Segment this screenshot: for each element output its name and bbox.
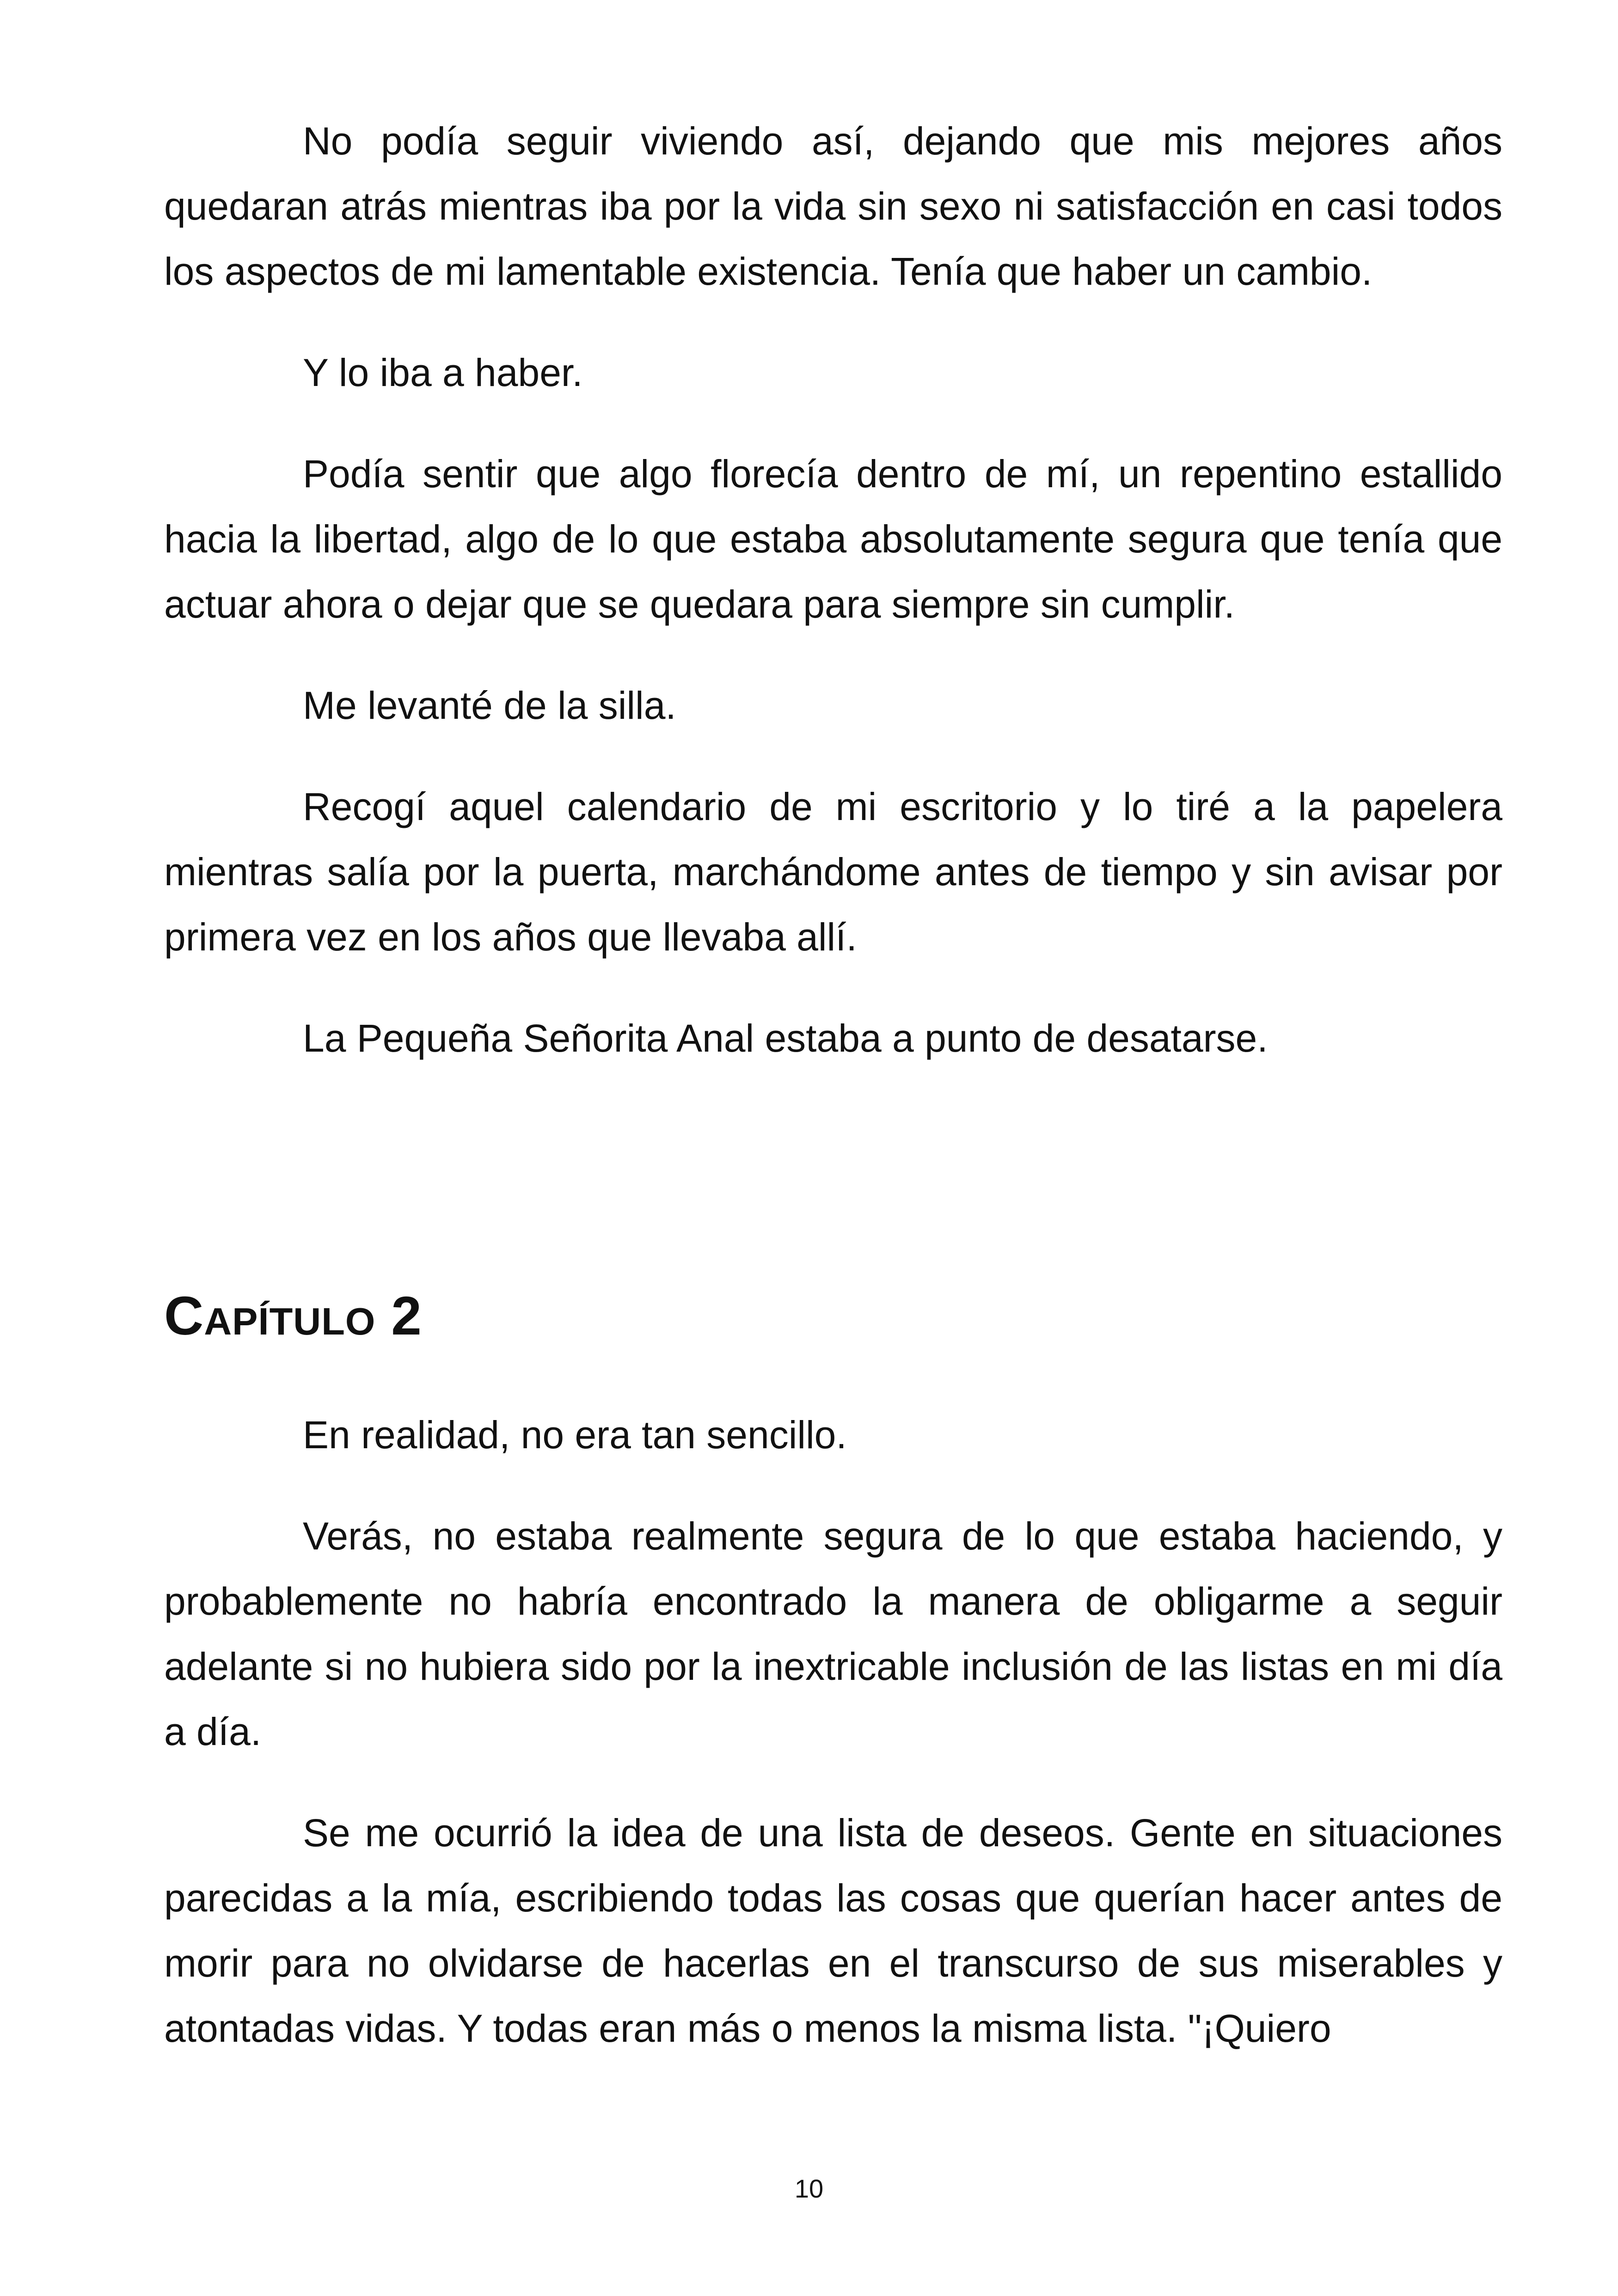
page-body <box>164 109 1502 2097</box>
paragraph: Podía sentir que algo florecía dentro de mí, un repentino estallido hacia la libertad, algo de lo que estaba absolutamente segura que tenía que actuar ahora o dejar que se quedara para siempre sin cumplir. <box>164 452 1502 626</box>
paragraph: Se me ocurrió la idea de una lista de deseos. Gente en situaciones parecidas a la mía, escribiendo todas las cosas que querían hacer antes de morir para no olvidarse de hacerlas en el transcurso de sus miserables y atontadas vidas. Y todas eran más o menos la misma lista. "¡Quiero <box>164 1811 1502 2050</box>
paragraph: En realidad, no era tan sencillo. <box>303 1413 847 1457</box>
paragraph: Me levanté de la silla. <box>303 684 676 727</box>
paragraph: Recogí aquel calendario de mi escritorio y lo tiré a la papelera mientras salía por la puerta, marchándome antes de tiempo y sin avisar por primera vez en los años que llevaba allí. <box>164 785 1502 959</box>
paragraph: No podía seguir viviendo así, dejando que mis mejores años quedaran atrás mientras iba por la vida sin sexo ni satisfacción en casi todos los aspectos de mi lamentable existencia. Tenía que haber un cambio. <box>164 119 1502 293</box>
paragraph: Y lo iba a haber. <box>303 351 583 394</box>
page-number: 10 <box>794 2174 824 2203</box>
chapter-heading: Capítulo 2 <box>164 1286 422 1347</box>
paragraph: La Pequeña Señorita Anal estaba a punto de desatarse. <box>303 1016 1268 1060</box>
paragraph: Verás, no estaba realmente segura de lo que estaba haciendo, y probablemente no habría encontrado la manera de obligarme a seguir adelante si no hubiera sido por la inextricable inclusión de las listas en mi día a día. <box>164 1514 1502 1753</box>
